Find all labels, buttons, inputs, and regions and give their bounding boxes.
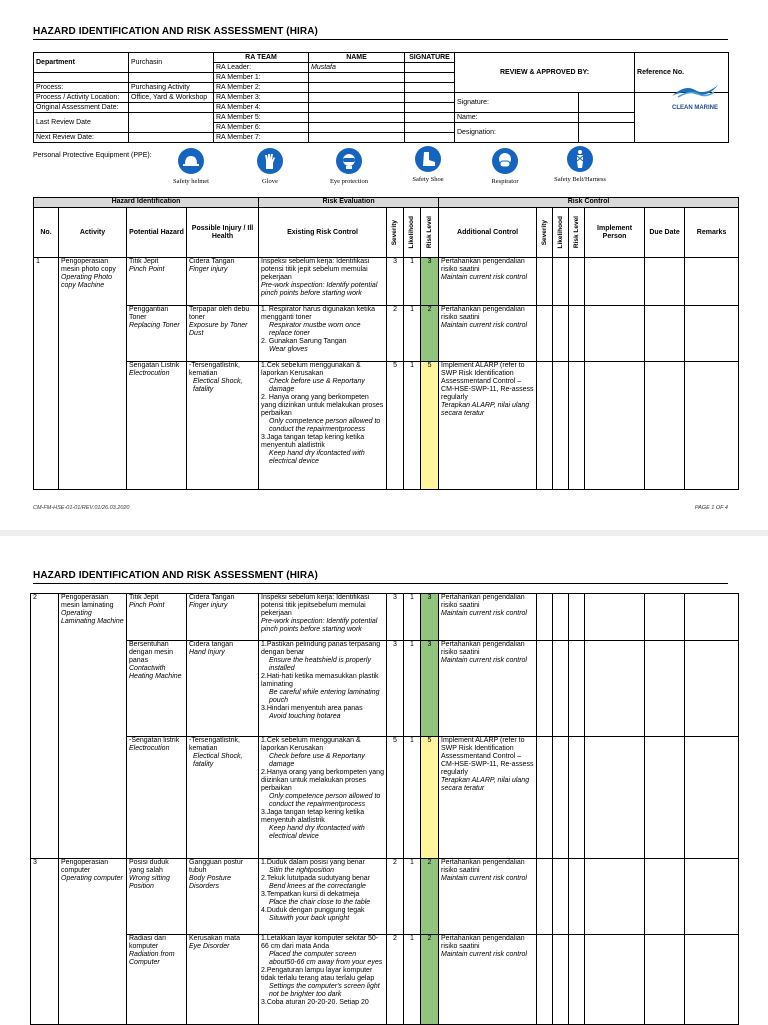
blank-cell (685, 594, 739, 641)
col-due-date: Due Date (645, 208, 685, 258)
blank-cell (569, 306, 585, 362)
blank-cell (569, 362, 585, 490)
col-implement-person: Implement Person (585, 208, 645, 258)
blank-cell (553, 859, 569, 935)
ppe-label: Personal Protective Equipment (PPE): (33, 152, 152, 159)
blank-cell (645, 258, 685, 306)
blank-cell (645, 594, 685, 641)
risk-level-cell: 3 (421, 641, 439, 737)
ra-member-signature (405, 103, 455, 113)
ra-member-signature (405, 83, 455, 93)
page-2 (0, 530, 768, 1024)
blank-cell (553, 258, 569, 306)
title-rule (33, 39, 728, 40)
ra-member-label: RA Member 5: (214, 113, 309, 123)
designation-label: Designation: (455, 123, 579, 143)
hira-table (30, 593, 739, 1025)
location-value: Office, Yard & Workshop (129, 93, 214, 103)
ra-member-label: RA Member 2: (214, 83, 309, 93)
blank-cell (537, 362, 553, 490)
severity-cell: 2 (387, 935, 404, 1025)
signature-label: Signature: (455, 93, 579, 113)
col-no: No. (34, 208, 59, 258)
ra-member-signature (405, 133, 455, 143)
severity-cell: 5 (387, 737, 404, 859)
name-header: NAME (309, 53, 405, 63)
table-row (34, 362, 739, 490)
footer-doc-code: CM-FM-HSE-01-01/REV.01/26.03.2020 (33, 505, 130, 511)
injury-cell: Cidera tangan Hand Injury (187, 641, 259, 737)
hira-table (33, 197, 739, 490)
blank-cell (685, 258, 739, 306)
blank-cell (537, 641, 553, 737)
additional-control-cell: Pertahankan pengendalian risiko saatini Maintain current risk control (439, 641, 537, 737)
col-risk-level: Risk Level (421, 208, 439, 258)
hazard-cell: Penggantian Toner Replacing Toner (127, 306, 187, 362)
col-likelihood: Likelihood (553, 208, 569, 258)
hazard-cell: Radiasi dari komputer Radiation from Computer (127, 935, 187, 1025)
risk-level-cell: 2 (421, 306, 439, 362)
existing-control-cell: 1.Pastikan pelindung panas terpasang dengan benar Ensure the heatshield is properly installed 2.Hati-hati ketika memasukkan plastik laminating Be careful while entering laminating pouch 3.Hindari menyentuh area panas Avoid touching hotarea (259, 641, 387, 737)
existing-control-cell: Inspeksi sebelum kerja: Identifikasi potensi titik jepitsebelum memulai pekerjaan Pre-work inspection: Identify potential pinch points before starting work (259, 594, 387, 641)
ppe-item (505, 146, 655, 183)
likelihood-cell: 1 (404, 737, 421, 859)
process-label: Process: (34, 83, 129, 93)
existing-control-cell: 1.Duduk dalam posisi yang benar Sitin the rightposition 2.Tekuk lututpada sudutyang benar Bend knees at the correctangle 3.Tempatkan kursi di dekatmeja Place the chair close to the table 4.Duduk dengan punggung tegak Situwith your back upright (259, 859, 387, 935)
blank-cell (685, 737, 739, 859)
ra-leader-name: Mustafa (309, 63, 405, 73)
hazard-cell: Titik Jepit Pinch Point (127, 594, 187, 641)
signature-header: SIGNATURE (405, 53, 455, 63)
severity-cell: 3 (387, 258, 404, 306)
existing-control-cell: 1.Cek sebelum menggunakan & laporkan Kerusakan Check before use & Reportany damage 2.Hanya orang yang berkompeten yang diizinkan untuk melakukan proses perbaikan Only competence person allowed to conduct the repairmentprocess 3.Jaga tangan tetap kering ketika menyentuh alatlistrik Keep hand dry ifcontacted with electrical device (259, 737, 387, 859)
blank-cell (553, 935, 569, 1025)
risk-level-cell: 2 (421, 935, 439, 1025)
col-severity: Severity (537, 208, 553, 258)
existing-control-cell: 1.Letakkan layar komputer sekitar 50-66 cm dari mata Anda Placed the computer screen about50-66 cm away from your eyes 2.Pengaturan lampu layar komputer tidak terlalu terang atau terlalu gelap Settings the computer's screen light not be brighter too dark 3.Coba aturan 20-20-20. Setiap 20 (259, 935, 387, 1025)
risk-level-cell: 5 (421, 362, 439, 490)
blank-cell (645, 737, 685, 859)
reference-no-label: Reference No. (635, 53, 729, 93)
blank-cell (537, 306, 553, 362)
blank-cell (537, 258, 553, 306)
injury-cell: -Tersengatlistrik, kematian Electical Shock, fatality (187, 737, 259, 859)
additional-control-cell: Pertahankan pengendalian risiko saatini Maintain current risk control (439, 258, 537, 306)
additional-control-cell: Implement ALARP (refer to SWP Risk Identification Assessmentand Control – CM-HSE-SWP-11, Re-assess regularly Terapkan ALARP, nilai ulang secara teratur (439, 737, 537, 859)
ra-member-signature (405, 73, 455, 83)
existing-control-cell: 1. Respirator harus digunakan ketika mengganti toner Respirator mustbe worn once replace toner 2. Gunakan Sarung Tangan Wear gloves (259, 306, 387, 362)
hazard-cell: Posisi duduk yang salah Wrong sitting Position (127, 859, 187, 935)
additional-control-cell: Pertahankan pengendalian risiko saatini Maintain current risk control (439, 859, 537, 935)
severity-cell: 2 (387, 859, 404, 935)
hazard-cell: -Sengatan listrik Electrocution (127, 737, 187, 859)
blank-cell (537, 594, 553, 641)
injury-cell: -Tersengatlistrik, kematian Electical Shock, fatality (187, 362, 259, 490)
blank-cell (645, 935, 685, 1025)
likelihood-cell: 1 (404, 306, 421, 362)
additional-control-cell: Pertahankan pengendalian risiko saatini Maintain current risk control (439, 935, 537, 1025)
ra-member-label: RA Member 6: (214, 123, 309, 133)
likelihood-cell: 1 (404, 641, 421, 737)
injury-cell: Terpapar oleh debu toner Exposure by Toner Dust (187, 306, 259, 362)
severity-cell: 3 (387, 594, 404, 641)
signature-value (579, 93, 635, 113)
blank-cell (585, 594, 645, 641)
col-additional-control: Additional Control (439, 208, 537, 258)
location-label: Process / Activity Location: (34, 93, 129, 103)
blank-cell (569, 859, 585, 935)
ra-member-signature (405, 113, 455, 123)
blank-cell (645, 641, 685, 737)
col-risk-level: Risk Level (569, 208, 585, 258)
blank-cell (585, 737, 645, 859)
safety-harness-icon (567, 146, 593, 172)
ra-member-name (309, 73, 405, 83)
blank-cell (537, 859, 553, 935)
injury-cell: Kerusakan mata Eye Disorder (187, 935, 259, 1025)
wave-logo-icon (670, 82, 720, 100)
hazard-identification-header: Hazard Identification (34, 198, 259, 208)
blank-cell (645, 306, 685, 362)
blank-cell (537, 935, 553, 1025)
ra-member-name (309, 93, 405, 103)
next-review-label: Next Review Date: (34, 133, 129, 143)
risk-level-cell: 3 (421, 594, 439, 641)
blank-cell (585, 935, 645, 1025)
injury-cell: Cidera Tangan Finger injury (187, 594, 259, 641)
ra-member-label: RA Member 4: (214, 103, 309, 113)
blank-cell (569, 935, 585, 1025)
risk-level-cell: 5 (421, 737, 439, 859)
ra-leader-label: RA Leader: (214, 63, 309, 73)
document-title: HAZARD IDENTIFICATION AND RISK ASSESSMENT (HIRA) (33, 570, 318, 581)
name-value (579, 113, 635, 123)
blank-cell (585, 306, 645, 362)
ppe-item-label: Safety Shoe (412, 176, 444, 183)
row-activity: Pengoperasian mesin photo copy Operating Photo copy Machine (59, 258, 127, 490)
blank-cell (685, 641, 739, 737)
blank-cell (585, 258, 645, 306)
last-review-value (129, 113, 214, 133)
title-rule (33, 583, 728, 584)
department-value: Purchasin (129, 53, 214, 73)
ppe-item-label: Safety Belt/Harness (554, 176, 606, 183)
ra-member-name (309, 133, 405, 143)
blank-cell (553, 362, 569, 490)
likelihood-cell: 1 (404, 258, 421, 306)
col-potential-hazard: Potential Hazard (127, 208, 187, 258)
ra-team-header: RA TEAM (214, 53, 309, 63)
ra-member-label: RA Member 3: (214, 93, 309, 103)
ra-member-name (309, 103, 405, 113)
additional-control-cell: Implement ALARP (refer to SWP Risk Identification Assessmentand Control – CM-HSE-SWP-11, Re-assess regularly Terapkan ALARP, nilai ulang secara teratur (439, 362, 537, 490)
col-existing-risk-control: Existing Risk Control (259, 208, 387, 258)
ra-member-label: RA Member 7: (214, 133, 309, 143)
additional-control-cell: Pertahankan pengendalian risiko saatini Maintain current risk control (439, 306, 537, 362)
blank-cell (553, 737, 569, 859)
blank-cell (585, 641, 645, 737)
blank-cell (685, 935, 739, 1025)
likelihood-cell: 1 (404, 362, 421, 490)
likelihood-cell: 1 (404, 594, 421, 641)
info-table (33, 52, 729, 143)
additional-control-cell: Pertahankan pengendalian risiko saatini Maintain current risk control (439, 594, 537, 641)
col-possible-injury: Possible Injury / Ill Health (187, 208, 259, 258)
footer-page-number: PAGE 1 OF 4 (694, 505, 728, 511)
blank-cell (553, 594, 569, 641)
ra-member-label: RA Member 1: (214, 73, 309, 83)
severity-cell: 2 (387, 306, 404, 362)
review-approved-label: REVIEW & APPROVED BY: (455, 53, 635, 93)
orig-date-value (129, 103, 214, 113)
blank-cell (585, 362, 645, 490)
department-label: Department (34, 53, 129, 73)
col-activity: Activity (59, 208, 127, 258)
ra-member-name (309, 113, 405, 123)
blank-cell (645, 859, 685, 935)
col-remarks: Remarks (685, 208, 739, 258)
likelihood-cell: 1 (404, 935, 421, 1025)
blank-cell (129, 73, 214, 83)
orig-date-label: Original Assessment Date: (34, 103, 129, 113)
existing-control-cell: 1.Cek sebelum menggunakan & laporkan Kerusakan Check before use & Reportany damage 2. Hanya orang yang berkompeten yang diizinkan untuk melakukan proses perbaikan Only competence person allowed to conduct the repairmentprocess 3.Jaga tangan tetap kering ketika menyentuh alatlistrik Keep hand dry ifcontacted with electrical device (259, 362, 387, 490)
ra-member-signature (405, 123, 455, 133)
severity-cell: 5 (387, 362, 404, 490)
document-title: HAZARD IDENTIFICATION AND RISK ASSESSMENT (HIRA) (33, 26, 318, 37)
ra-member-signature (405, 93, 455, 103)
company-logo (660, 82, 730, 111)
blank-cell (685, 306, 739, 362)
table-row (31, 859, 739, 935)
blank-cell (585, 859, 645, 935)
ppe-item-label: Safety helmet (173, 178, 209, 185)
ra-leader-signature (405, 63, 455, 73)
table-row (31, 641, 739, 737)
blank-cell (569, 594, 585, 641)
page-separator (0, 530, 768, 536)
table-row (31, 594, 739, 641)
risk-control-header: Risk Control (439, 198, 739, 208)
row-no: 3 (31, 859, 59, 1025)
severity-cell: 3 (387, 641, 404, 737)
hazard-cell: Sengatan Listrik Electrocution (127, 362, 187, 490)
ppe-item-label: Eye protection (329, 178, 369, 185)
blank-cell (553, 306, 569, 362)
col-severity: Severity (387, 208, 404, 258)
hazard-cell: Titik Jepit Pinch Point (127, 258, 187, 306)
table-row (34, 306, 739, 362)
logo-text: CLEAN MARINE (672, 105, 718, 111)
blank-cell (685, 362, 739, 490)
injury-cell: Cidera Tangan Finger injury (187, 258, 259, 306)
row-no: 2 (31, 594, 59, 859)
ra-member-name (309, 83, 405, 93)
row-activity: Pengoperasian computer Operating computer (59, 859, 127, 1025)
blank-cell (553, 641, 569, 737)
blank-cell (645, 362, 685, 490)
blank-cell (569, 258, 585, 306)
blank-cell (537, 737, 553, 859)
table-row (31, 737, 739, 859)
likelihood-cell: 1 (404, 859, 421, 935)
hazard-cell: Bersentuhan dengan mesin panas Contactwith Heating Machine (127, 641, 187, 737)
risk-evaluation-header: Risk Evaluation (259, 198, 439, 208)
blank-cell (685, 859, 739, 935)
blank-cell (34, 73, 129, 83)
last-review-label: Last Review Date (34, 113, 129, 133)
row-activity: Pengoperasian mesin laminating Operating Laminating Machine (59, 594, 127, 859)
ppe-item-label: Glove (262, 178, 278, 185)
col-likelihood: Likelihood (404, 208, 421, 258)
ppe-item-label: Respirator (491, 178, 519, 185)
risk-level-cell: 2 (421, 859, 439, 935)
ra-member-name (309, 123, 405, 133)
table-row (34, 258, 739, 306)
designation-value (579, 123, 635, 143)
injury-cell: Gangguan postur tubuh Body Posture Disorders (187, 859, 259, 935)
blank-cell (569, 737, 585, 859)
blank-cell (569, 641, 585, 737)
name-label: Name: (455, 113, 579, 123)
existing-control-cell: Inspeksi sebelum kerja: Identifikasi potensi titik jepit sebelum memulai pekerjaan Pre-work inspection: Identify potential pinch points before starting work (259, 258, 387, 306)
risk-level-cell: 3 (421, 258, 439, 306)
process-value: Purchasing Activity (129, 83, 214, 93)
row-no: 1 (34, 258, 59, 490)
next-review-value (129, 133, 214, 143)
table-row (31, 935, 739, 1025)
